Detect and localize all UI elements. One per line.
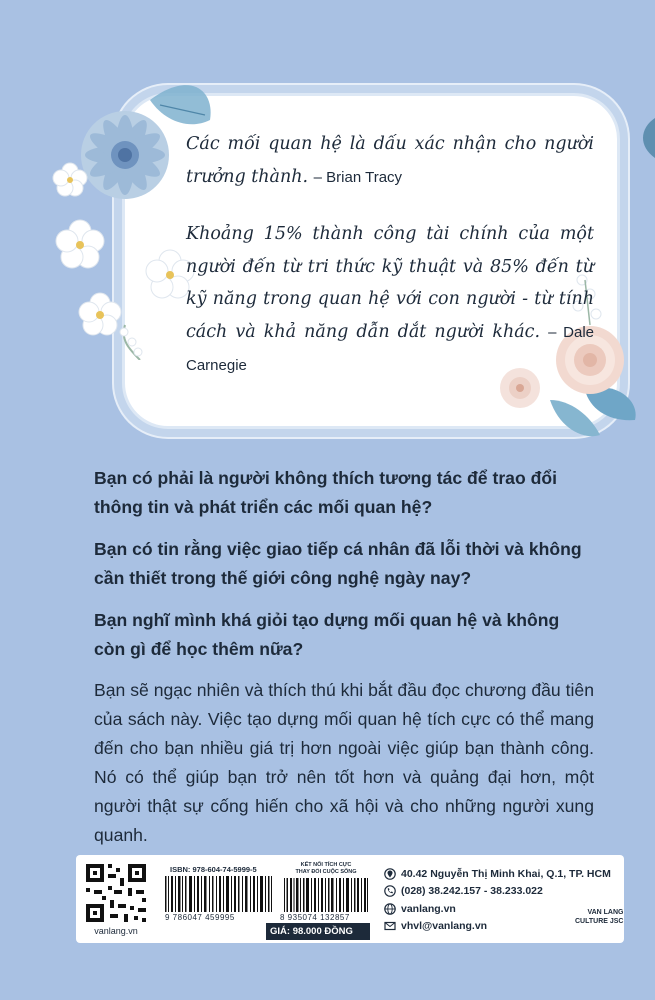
quote-text: Khoảng 15% thành công tài chính của một người đến từ tri thức kỹ thuật và 85% đến từ kỹ năng trong quan hệ với con người - từ tính cách và khả năng dẫn dắt người khác.: [186, 224, 594, 342]
ean-barcode: [284, 878, 368, 912]
phone-icon: [383, 885, 396, 898]
contact-address: 40.42 Nguyễn Thị Minh Khai, Q.1, TP. HCM: [383, 865, 611, 883]
contact-email: vhvl@vanlang.vn: [383, 918, 611, 936]
price-label: GIÁ: 98.000 ĐỒNG: [266, 923, 370, 940]
qr-url-text: vanlang.vn: [94, 926, 138, 936]
quote-section: [186, 128, 594, 383]
quote-author: – Dale Carnegie: [186, 323, 594, 374]
location-icon: [383, 867, 396, 880]
quote-text: Các mối quan hệ là dấu xác nhận cho người trưởng thành.: [186, 134, 594, 187]
contact-phone: (028) 38.242.157 - 38.233.022: [383, 883, 611, 901]
question-item: Bạn nghĩ mình khá giỏi tạo dựng mối quan hệ và không còn gì để học thêm nữa?: [94, 610, 560, 659]
question-item: Bạn có phải là người không thích tương tác để trao đổi thông tin và phát triển các mối quan hệ?: [94, 468, 557, 517]
isbn-barcode: [165, 876, 273, 912]
isbn-barcode-number: 9 786047 459995: [165, 913, 235, 922]
quote-dale-carnegie: [186, 218, 594, 383]
leaf-icon: [632, 118, 655, 158]
publisher-logo: VAN LANG CULTURE JSC: [575, 909, 624, 925]
contact-website: vanlang.vn: [383, 900, 611, 918]
mail-icon: [383, 920, 396, 933]
question-list: [94, 464, 594, 677]
body-paragraph: Bạn sẽ ngạc nhiên và thích thú khi bắt đầu đọc chương đầu tiên của sách này. Việc tạo dựng mối quan hệ tích cực có thể mang đến cho bạn nhiều giá trị hơn ngoài việc giúp bạn thành công. Nó có thể giúp bạn trở nên tốt hơn và quảng đại hơn, một người thật sự cống hiến cho xã hội và cho những người xung quanh.: [94, 680, 594, 845]
globe-icon: [383, 902, 396, 915]
ean-barcode-number: 8 935074 132857: [280, 913, 350, 922]
ean-book-title: KẾT NỐI TÍCH CỰC THAY ĐỔI CUỘC SỐNG: [295, 862, 357, 875]
isbn-label: ISBN: 978-604-74-5999-5: [170, 865, 257, 874]
quote-author: – Brian Tracy: [313, 168, 403, 186]
quote-brian-tracy: [186, 128, 594, 194]
question-item: Bạn có tin rằng việc giao tiếp cá nhân đã lỗi thời và không cần thiết trong thế giới công nghệ ngày nay?: [94, 539, 582, 588]
